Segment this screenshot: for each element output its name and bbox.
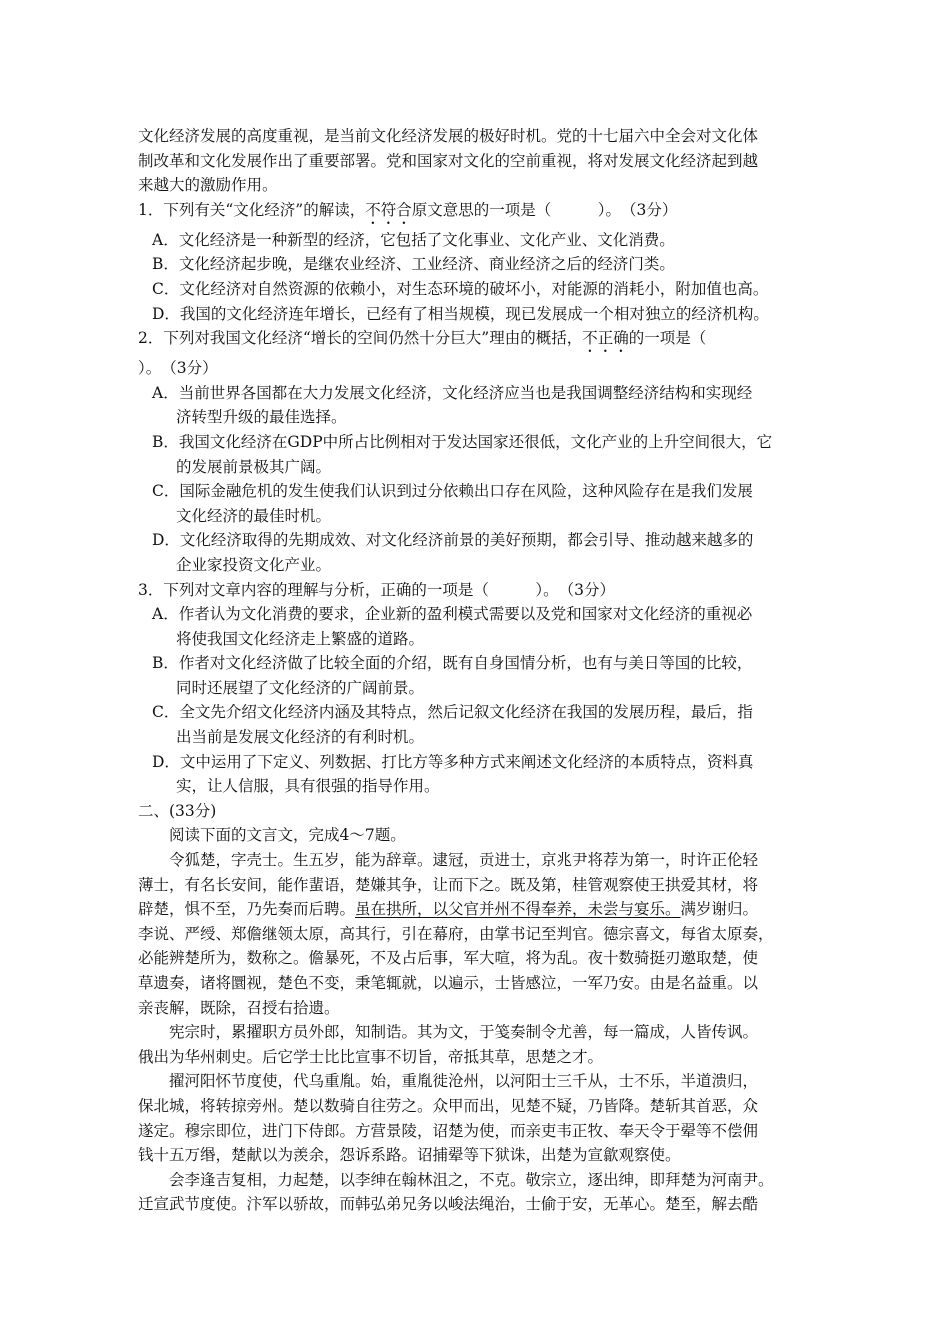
text-line: 亲丧解，既除，召授右拾遗。: [138, 998, 340, 1017]
text-line: 令狐楚，字壳士。生五岁，能为辞章。逮冠，贡进士，京兆尹将荐为第一，时许正伦轻: [169, 851, 759, 870]
question-stem: 1．下列有关“文化经济”的解读，不符合原文意思的一项是（ ）。 （3分）: [138, 200, 678, 219]
option-d: D．文化经济取得的先期成效、对文化经济前景的美好预期，都会引导、推动越来越多的: [152, 531, 754, 550]
option-a: A．当前世界各国都在大力发展文化经济，文化经济应当也是我国调整经济结构和实现经: [152, 383, 753, 402]
option-d-continued: 实，让人信服，具有很强的指导作用。: [176, 777, 440, 796]
text-line: 来越大的激励作用。: [138, 176, 278, 195]
question-3: [138, 578, 828, 799]
option-b: B．文化经济起步晚，是继农业经济、工业经济、商业经济之后的经济门类。: [152, 255, 675, 274]
option-c-continued: 文化经济的最佳时机。: [176, 506, 332, 525]
option-d: D．我国的文化经济连年增长，已经有了相当规模，现已发展成一个相对独立的经济机构。: [152, 304, 769, 323]
text-line: 李说、严绶、郑儋继领太原，高其行，引在幕府，由掌书记至判官。德宗喜文，每省太原奏，: [138, 924, 774, 943]
text-line: 钱十五万缗，楚献以为羡余，怨诉系路。诏捕翚等下狱诛，出楚为宣歙观察使。: [138, 1146, 681, 1165]
text-line: 擢河阳怀节度使，代乌重胤。始，重胤徙沧州，以河阳士三千从，士不乐，半道溃归，: [169, 1072, 759, 1091]
section-2: [138, 799, 828, 1217]
text-line: 会李逢吉复相，力起楚，以李绅在翰林沮之，不克。敬宗立，逐出绅，即拜楚为河南尹。: [169, 1170, 774, 1189]
classical-paragraph-2: [138, 1020, 828, 1069]
question-stem-continued: ）。 （3分）: [138, 359, 218, 378]
option-c: C．全文先介绍文化经济内涵及其特点，然后记叙文化经济在我国的发展历程，最后，指: [152, 703, 753, 722]
exam-page: [138, 124, 828, 1217]
text-line: 宪宗时，累擢职方员外郎，知制诰。其为文，于笺奏制令尤善，每一篇成，人皆传讽。: [169, 1023, 759, 1042]
section-instruction: 阅读下面的文言文，完成4～7题。: [169, 826, 406, 845]
text-line: 迁宣武节度使。汴军以骄故，而韩弘弟兄务以峻法绳治，士偷于安，无革心。楚至，解去酷: [138, 1195, 759, 1214]
option-b-continued: 同时还展望了文化经济的广阔前景。: [176, 678, 425, 697]
option-b: B．我国文化经济在GDP中所占比例相对于发达国家还很低，文化产业的上升空间很大，它: [152, 432, 773, 451]
text-line: 遂定。穆宗即位，进门下侍郎。方营景陵，诏楚为使，而亲吏韦正牧、奉天令于翚等不偿佣: [138, 1121, 759, 1140]
text-line: 辟楚，惧不至，乃先奏而后聘。虽在拱所，以父官并州不得奉养，未尝与宴乐。满岁谢归。: [138, 900, 759, 919]
emphasis-text: 不正确: [582, 329, 629, 348]
text-line: 文化经济发展的高度重视，是当前文化经济发展的极好时机。党的十七届六中全会对文化体: [138, 127, 759, 145]
option-b: B．作者对文化经济做了比较全面的介绍，既有自身国情分析，也有与美日等国的比较，: [152, 654, 753, 673]
classical-paragraph-3: [138, 1069, 828, 1167]
option-a-continued: 济转型升级的最佳选择。: [176, 408, 347, 427]
classical-paragraph-4: [138, 1168, 828, 1217]
text-line: 保北城，将转掠旁州。楚以数骑自往劳之。众甲而出，见楚不疑，乃皆降。楚斩其首恶，众: [138, 1096, 759, 1115]
option-b-continued: 的发展前景极其广阔。: [176, 457, 332, 476]
option-c-continued: 出当前是发展文化经济的有利时机。: [176, 728, 425, 747]
option-c: C．文化经济对自然资源的依赖小，对生态环境的破坏小，对能源的消耗小，附加值也高。: [152, 279, 769, 298]
emphasis-text: 不符合: [365, 200, 412, 219]
option-a: A．文化经济是一种新型的经济，它包括了文化事业、文化产业、文化消费。: [152, 230, 675, 249]
option-d-continued: 企业家投资文化产业。: [176, 555, 332, 574]
section-heading: 二、(33分): [138, 801, 217, 820]
question-1: [138, 198, 828, 326]
text-line: 薄士，有名长安间，能作蜚语，楚嫌其争，让而下之。既及第，桂管观察使王拱爱其材，将: [138, 875, 759, 894]
option-c: C．国际金融危机的发生使我们认识到过分依赖出口存在风险，这种风险存在是我们发展: [152, 482, 753, 501]
question-2: [138, 326, 828, 577]
text-line: 必能辨楚所为，数称之。儋暴死，不及占后事，军大喧，将为乱。夜十数骑挺刃邀取楚，使: [138, 949, 759, 968]
option-a-continued: 将使我国文化经济走上繁盛的道路。: [176, 629, 425, 648]
underlined-sentence: 虽在拱所，以父官并州不得奉养，未尝与宴乐。: [355, 900, 681, 919]
text-line: 俄出为华州刺史。后它学士比比宣事不切旨，帝抵其草，思楚之才。: [138, 1047, 604, 1066]
text-line: 草遗奏，诸将圜视，楚色不变，秉笔辄就，以遍示，士皆感泣，一军乃安。由是名益重。以: [138, 974, 759, 992]
intro-paragraph: [138, 124, 828, 198]
classical-paragraph-1: [138, 848, 828, 1020]
text-line: 制改革和文化发展作出了重要部署。党和国家对文化的空前重视，将对发展文化经济起到越: [138, 151, 759, 170]
question-stem: 3．下列对文章内容的理解与分析，正确的一项是（ ）。 （3分）: [138, 580, 615, 599]
option-d: D．文中运用了下定义、列数据、打比方等多种方式来阐述文化经济的本质特点，资料真: [152, 752, 754, 771]
option-a: A．作者认为文化消费的要求，企业新的盈利模式需要以及党和国家对文化经济的重视必: [152, 605, 753, 624]
question-stem: 2．下列对我国文化经济“增长的空间仍然十分巨大”理由的概括，不正确的一项是（: [138, 329, 707, 348]
